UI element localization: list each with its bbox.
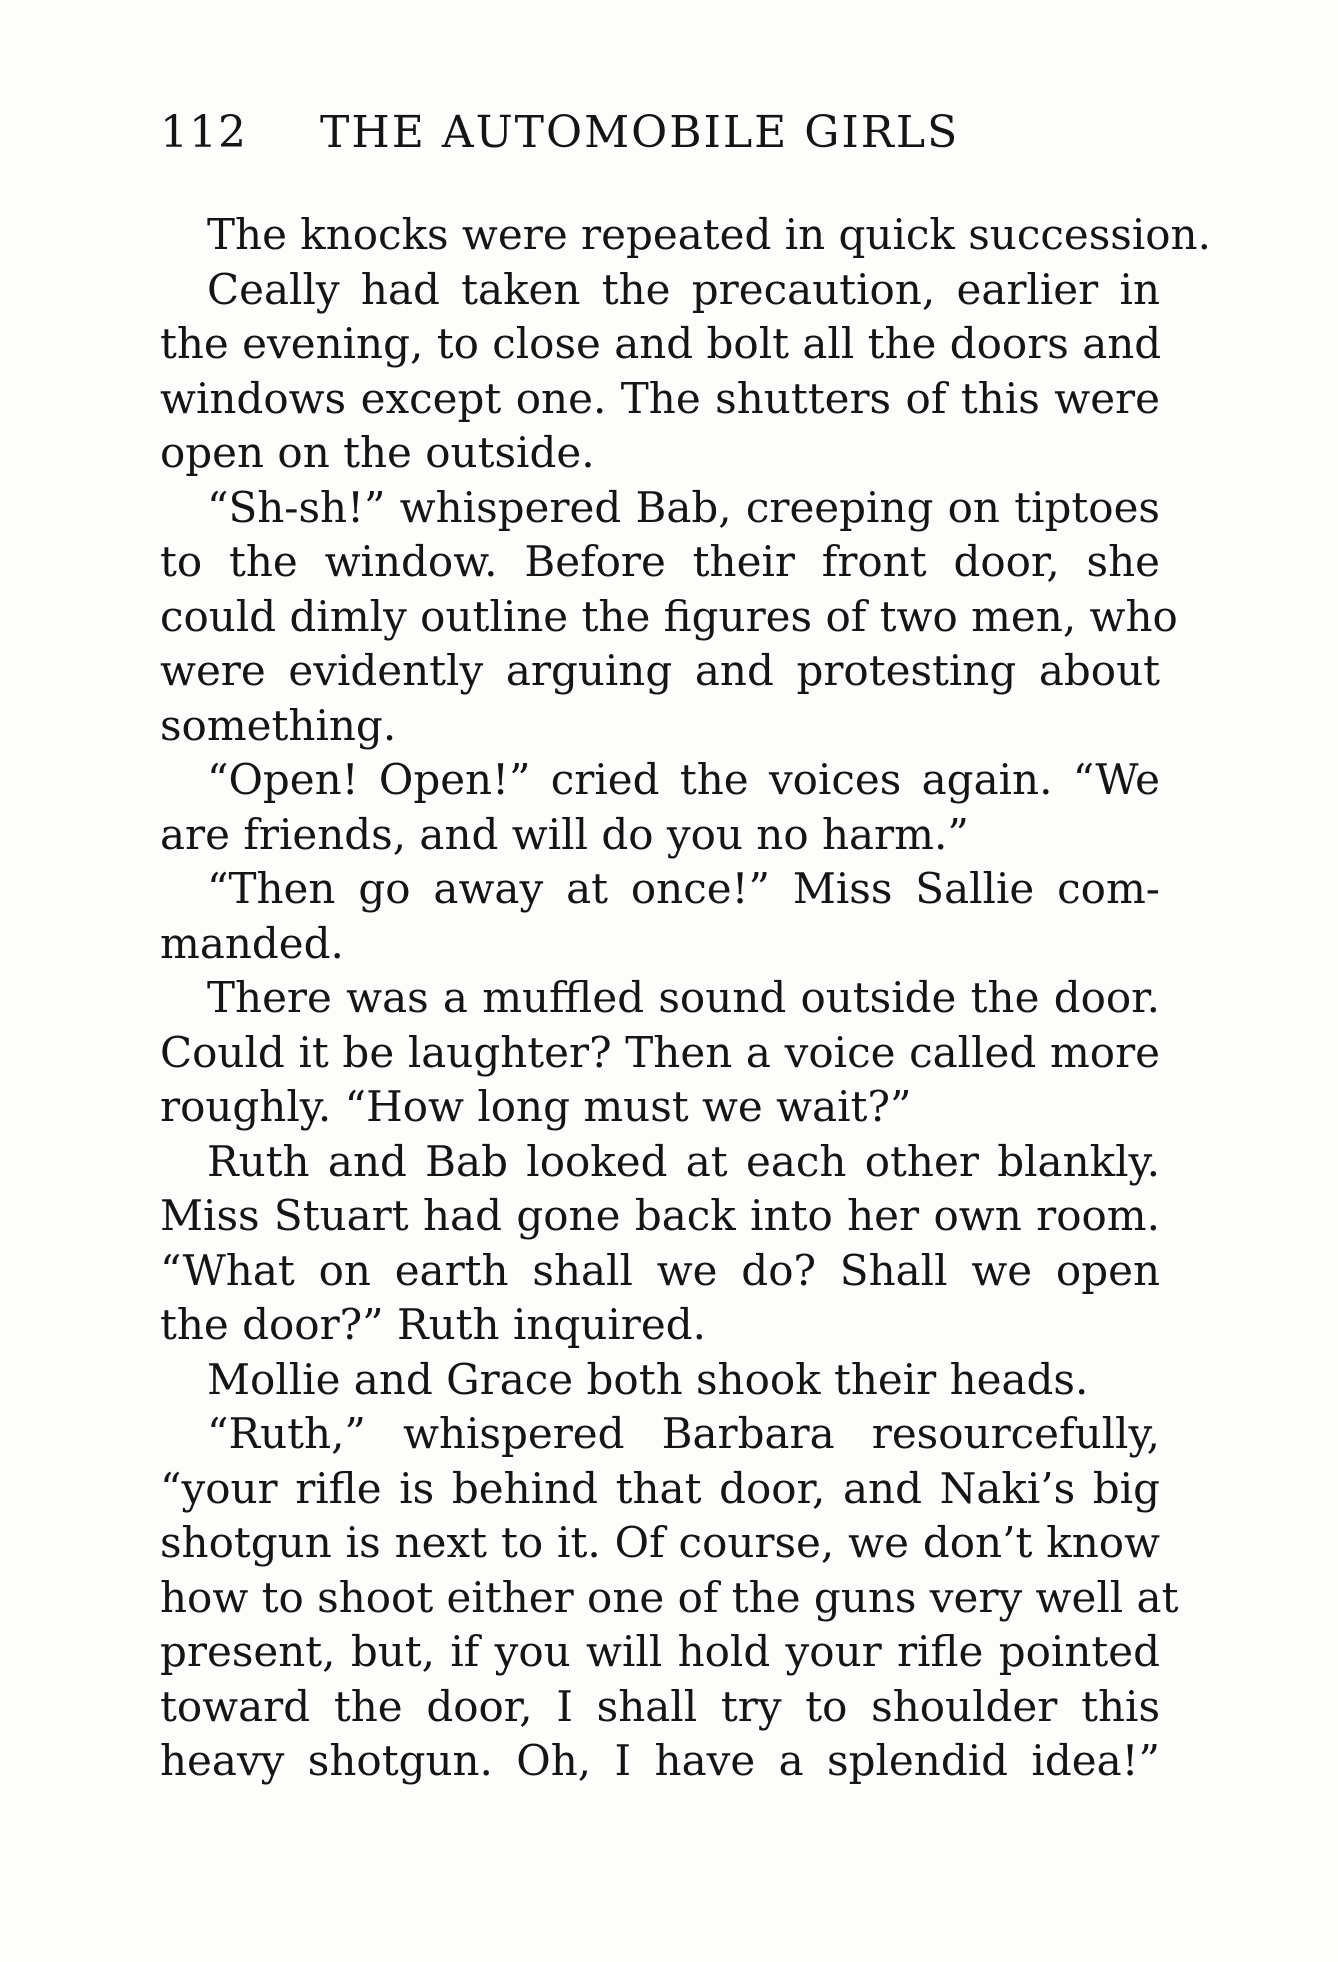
text-line: the door?” Ruth inquired. bbox=[160, 1300, 706, 1349]
text-line: Ruth and Bab looked at each other blankly. bbox=[207, 1136, 1160, 1186]
text-line: shotgun is next to it. Of course, we don’t know bbox=[160, 1518, 1160, 1567]
text-line: manded. bbox=[160, 918, 344, 968]
book-title: THE AUTOMOBILE GIRLS bbox=[320, 107, 960, 158]
text-line: Could it be laughter? Then a voice called more bbox=[160, 1027, 1160, 1077]
text-line: “your rifle is behind that door, and Naki’s big bbox=[160, 1463, 1160, 1513]
text-line: present, but, if you will hold your rifle pointed bbox=[160, 1627, 1160, 1676]
text-line: roughly. “How long must we wait?” bbox=[160, 1082, 912, 1131]
text-line: are friends, and will do you no harm.” bbox=[160, 809, 969, 859]
text-line: There was a muffled sound outside the door. bbox=[207, 973, 1160, 1022]
text-line: Mollie and Grace both shook their heads. bbox=[207, 1354, 1089, 1404]
page-number: 112 bbox=[160, 107, 247, 158]
text-line: Miss Stuart had gone back into her own room. bbox=[160, 1191, 1160, 1240]
running-head bbox=[160, 103, 1160, 163]
text-line: open on the outside. bbox=[160, 428, 595, 477]
text-line: The knocks were repeated in quick succession. bbox=[207, 210, 1211, 259]
text-line: “Then go away at once!” Miss Sallie com- bbox=[207, 864, 1160, 913]
text-line: “Open! Open!” cried the voices again. “We bbox=[207, 755, 1160, 804]
text-line: were evidently arguing and protesting about bbox=[160, 646, 1160, 695]
text-line: “Ruth,” whispered Barbara resourcefully, bbox=[207, 1409, 1160, 1458]
text-line: how to shoot either one of the guns very well at bbox=[160, 1572, 1179, 1622]
text-line: toward the door, I shall try to shoulder this bbox=[160, 1681, 1160, 1731]
body-text bbox=[160, 208, 1211, 1789]
text-line: to the window. Before their front door, she bbox=[160, 537, 1160, 586]
text-line: “What on earth shall we do? Shall we open bbox=[160, 1245, 1160, 1295]
text-line: the evening, to close and bolt all the doors and bbox=[160, 319, 1162, 368]
text-line: could dimly outline the figures of two men, who bbox=[160, 591, 1178, 641]
text-line: “Sh-sh!” whispered Bab, creeping on tiptoes bbox=[207, 482, 1160, 532]
text-line: something. bbox=[160, 700, 397, 750]
text-line: heavy shotgun. Oh, I have a splendid idea!” bbox=[160, 1736, 1160, 1785]
text-line: Ceally had taken the precaution, earlier in bbox=[207, 264, 1160, 314]
text-line: windows except one. The shutters of this were bbox=[160, 373, 1160, 423]
